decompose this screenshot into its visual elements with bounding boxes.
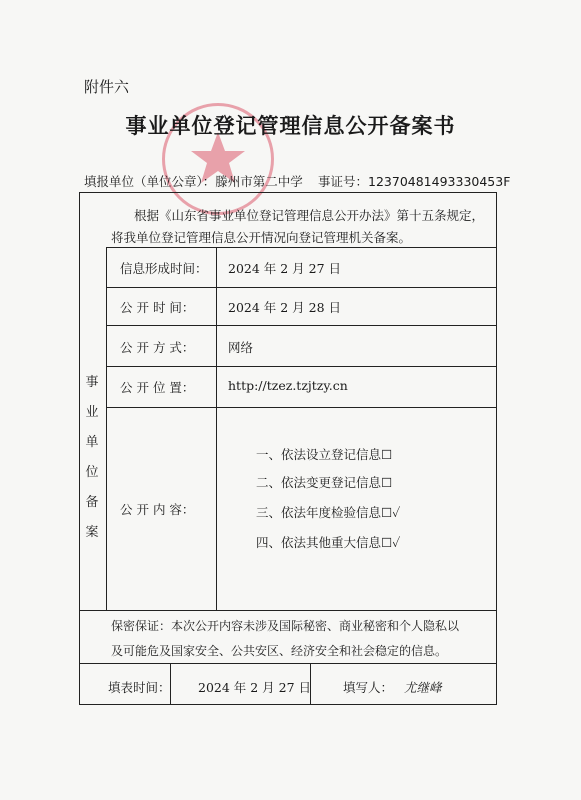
- content-item: [256, 533, 400, 551]
- content-item-text: 二、依法变更登记信息: [256, 475, 382, 490]
- public-location-label: 公 开 位 置：: [120, 380, 195, 395]
- annex-label: 附件六: [84, 78, 130, 96]
- filing-unit-value: 滕州市第二中学: [215, 174, 303, 189]
- public-method-value: 网络: [228, 340, 254, 355]
- content-item-text: 三、依法年度检验信息: [256, 505, 382, 520]
- page-title: 事业单位登记管理信息公开备案书: [125, 114, 456, 138]
- side-label: [82, 368, 102, 548]
- side-char: 位: [85, 465, 99, 480]
- side-column-divider: [106, 247, 107, 610]
- public-content-label: 公 开 内 容：: [120, 502, 195, 517]
- side-char: 单: [85, 435, 99, 450]
- side-char: 事: [85, 375, 99, 390]
- fill-date-value: 2024 年 2 月 27 日: [198, 680, 312, 695]
- filing-unit: [84, 172, 303, 190]
- filing-unit-label: 填报单位（单位公章）：: [84, 174, 216, 189]
- public-time-value: 2024 年 2 月 28 日: [228, 300, 342, 315]
- row-divider: [79, 663, 497, 664]
- fill-date-label: 填表时间：: [108, 680, 171, 695]
- check-mark-icon: ✓: [392, 535, 401, 550]
- filler-label: 填写人：: [343, 680, 394, 695]
- content-item: [256, 503, 400, 521]
- content-item-text: 四、依法其他重大信息: [256, 535, 382, 550]
- certificate-number: [318, 172, 510, 190]
- content-item-text: 一、依法设立登记信息: [256, 447, 382, 462]
- row-divider: [106, 407, 497, 408]
- intro-line-1: 根据《山东省事业单位登记管理信息公开办法》第十五条规定，: [134, 208, 485, 223]
- side-char: 案: [85, 525, 99, 540]
- checkbox-icon: ☐: [381, 447, 393, 462]
- check-mark-icon: ✓: [392, 505, 401, 520]
- row-divider: [106, 247, 497, 248]
- public-location-value[interactable]: http://tzez.tzjtzy.cn: [228, 378, 348, 393]
- row-divider: [106, 325, 497, 326]
- intro-line-2: 将我单位登记管理信息公开情况向登记管理机关备案。: [111, 230, 412, 245]
- side-char: 备: [85, 495, 99, 510]
- public-method-label: 公 开 方 式：: [120, 340, 195, 355]
- checkbox-icon: ☐: [381, 475, 393, 490]
- certificate-label: 事证号：: [318, 174, 369, 189]
- guarantee-line-1: 保密保证：本次公开内容未涉及国际秘密、商业秘密和个人隐私以: [111, 619, 460, 633]
- side-char: 业: [85, 405, 99, 420]
- row-divider: [106, 287, 497, 288]
- row-divider: [106, 366, 497, 367]
- checkbox-icon: ☐: [381, 505, 393, 520]
- content-item: [256, 473, 392, 491]
- formed-time-value: 2024 年 2 月 27 日: [228, 261, 342, 276]
- certificate-value: 12370481493330453F: [368, 174, 511, 189]
- filler-signature: 尤继峰: [404, 680, 442, 695]
- row-divider: [79, 610, 497, 611]
- formed-time-label: 信息形成时间：: [120, 261, 208, 276]
- label-column-divider: [216, 247, 217, 610]
- guarantee-line-2: 及可能危及国家安全、公共安区、经济安全和社会稳定的信息。: [111, 644, 448, 658]
- public-time-label: 公 开 时 间：: [120, 300, 195, 315]
- checkbox-icon: ☐: [381, 535, 393, 550]
- content-item: [256, 445, 392, 463]
